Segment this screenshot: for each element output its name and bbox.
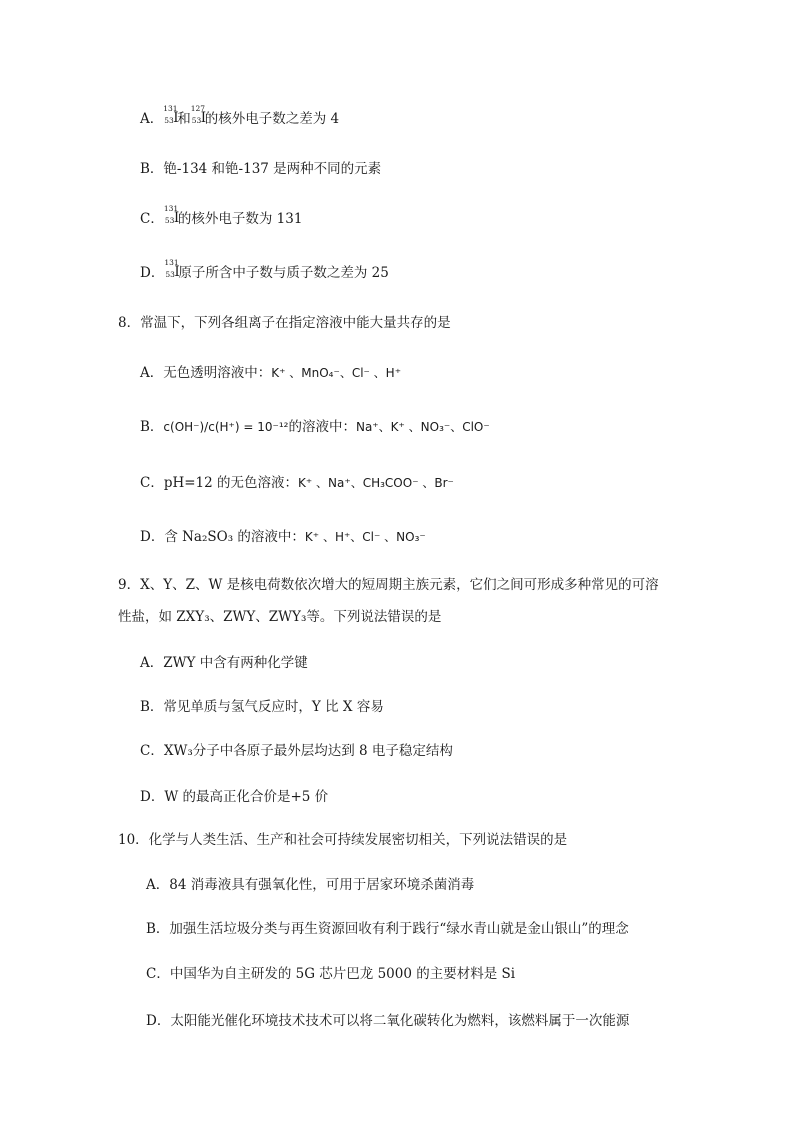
option-text: 的核外电子数为 131 <box>177 211 303 227</box>
mass-number: 131 <box>164 258 179 267</box>
q7-option-a <box>140 104 340 128</box>
mass-number: 131 <box>163 104 178 113</box>
q8-stem: 8．常温下，下列各组离子在指定溶液中能大量共存的是 <box>118 315 451 331</box>
q10-option-d: D．太阳能光催化环境技术技术可以将二氧化碳转化为燃料，该燃料属于一次能源 <box>146 1013 630 1029</box>
q7-option-d <box>140 258 389 282</box>
q10-stem: 10．化学与人类生活、生产和社会可持续发展密切相关，下列说法错误的是 <box>118 832 568 848</box>
q8-option-a <box>140 364 401 382</box>
q9-stem-line2: 性盐，如 ZXY₃、ZWY、ZWY₃等。下列说法错误的是 <box>118 609 442 625</box>
option-label: A．无色透明溶液中： <box>140 365 272 381</box>
q8-option-b <box>140 418 490 436</box>
element-symbol: I <box>173 210 180 226</box>
nuclide-i131 <box>163 204 180 226</box>
mass-number: 131 <box>163 204 179 213</box>
nuclide-i131 <box>163 104 179 126</box>
ion-list: K⁺ 、Na⁺、CH₃COO⁻ 、Br⁻ <box>298 476 454 490</box>
q7-option-c <box>140 204 303 228</box>
q8-option-d <box>140 528 426 546</box>
conjunction: 和 <box>177 111 191 127</box>
element-symbol: I <box>173 110 179 126</box>
ion-list: Na⁺、K⁺ 、NO₃⁻、ClO⁻ <box>355 420 490 434</box>
option-label: D．含 Na₂SO₃ 的溶液中： <box>140 529 305 545</box>
q9-stem-line1: 9．X、Y、Z、W 是核电荷数依次增大的短周期主族元素，它们之间可形成多种常见的可溶 <box>118 577 659 593</box>
option-text: 原子所含中子数与质子数之差为 25 <box>178 265 389 281</box>
mass-number: 127 <box>190 104 206 113</box>
q10-option-b: B．加强生活垃圾分类与再生资源回收有利于践行“绿水青山就是金山银山”的理念 <box>146 921 629 937</box>
option-label: D． <box>140 265 165 281</box>
ion-list: K⁺ 、H⁺、Cl⁻ 、NO₃⁻ <box>304 530 426 544</box>
element-symbol: I <box>200 110 207 126</box>
q9-option-c: C．XW₃分子中各原子最外层均达到 8 电子稳定结构 <box>140 743 453 759</box>
option-text: 的溶液中： <box>288 419 356 435</box>
nuclide-i127 <box>190 104 207 126</box>
atomic-number: 53 <box>191 116 202 125</box>
q9-option-a: A．ZWY 中含有两种化学键 <box>140 655 308 671</box>
q8-option-c <box>140 474 454 492</box>
q10-option-c: C．中国华为自主研发的 5G 芯片巴龙 5000 的主要材料是 Si <box>146 966 516 982</box>
q9-option-d: D．W 的最高正化合价是+5 价 <box>140 789 329 805</box>
ion-list: K⁺ 、MnO₄⁻、Cl⁻ 、H⁺ <box>271 366 402 380</box>
concentration-ratio: c(OH⁻)/c(H⁺) = 10⁻¹² <box>163 420 289 434</box>
nuclide-i131 <box>164 258 180 280</box>
atomic-number: 53 <box>164 216 175 225</box>
atomic-number: 53 <box>164 116 174 125</box>
element-symbol: I <box>174 264 180 280</box>
option-label: C．pH=12 的无色溶液： <box>140 475 299 491</box>
option-text: 的核外电子数之差为 4 <box>204 111 340 127</box>
q9-option-b: B．常见单质与氢气反应时，Y 比 X 容易 <box>140 699 384 715</box>
atomic-number: 53 <box>165 270 175 279</box>
option-label: B． <box>140 419 164 435</box>
q10-option-a: A．84 消毒液具有强氧化性，可用于居家环境杀菌消毒 <box>146 877 475 893</box>
option-label: A． <box>140 111 164 127</box>
option-label: C． <box>140 211 164 227</box>
q7-option-b: B．铯-134 和铯-137 是两种不同的元素 <box>140 161 382 177</box>
